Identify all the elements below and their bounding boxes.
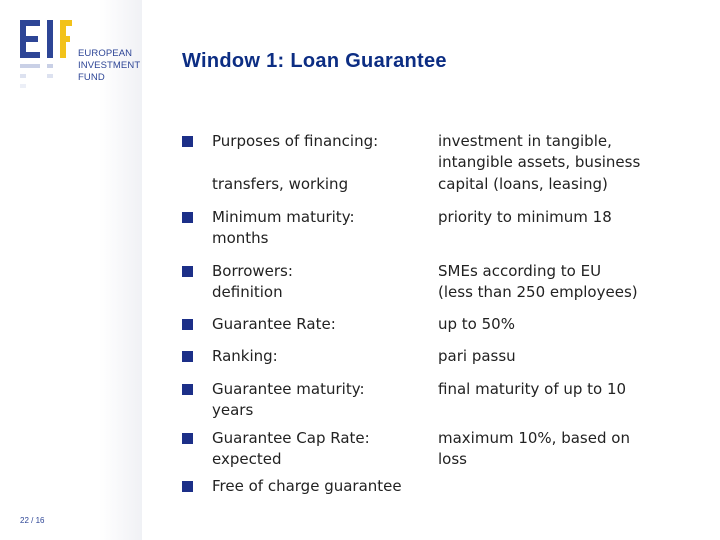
- page-number: 22 / 16: [20, 516, 45, 525]
- item-value: up to 50%: [438, 315, 515, 333]
- item-label: Guarantee Rate:: [212, 315, 336, 333]
- item-value: final maturity of up to 10: [438, 380, 627, 398]
- bullet-icon: [182, 384, 193, 395]
- item-value-cont: intangible assets, business: [438, 153, 641, 171]
- item-label: Guarantee maturity:: [212, 380, 365, 398]
- item-value-cont: (less than 250 employees): [438, 283, 638, 301]
- slide-title: Window 1: Loan Guarantee: [182, 50, 447, 72]
- item-label-cont: transfers, working: [212, 175, 349, 193]
- item-value: investment in tangible,: [438, 132, 612, 150]
- item-label-cont: expected: [212, 450, 282, 468]
- item-label: Purposes of financing:: [212, 132, 379, 150]
- item-label: Ranking:: [212, 347, 278, 365]
- bullet-icon: [182, 136, 193, 147]
- bullet-icon: [182, 351, 193, 362]
- item-label-cont: years: [212, 401, 254, 419]
- item-label: Guarantee Cap Rate:: [212, 429, 370, 447]
- bullet-icon: [182, 481, 193, 492]
- item-value: priority to minimum 18: [438, 208, 612, 226]
- item-label: Free of charge guarantee: [212, 477, 402, 495]
- item-label-cont: months: [212, 229, 269, 247]
- bullet-icon: [182, 212, 193, 223]
- logo-line-fund: FUND: [78, 72, 105, 83]
- bullet-icon: [182, 319, 193, 330]
- item-label: Borrowers:: [212, 262, 293, 280]
- item-value: pari passu: [438, 347, 516, 365]
- bullet-icon: [182, 266, 193, 277]
- item-value: SMEs according to EU: [438, 262, 602, 280]
- item-value: maximum 10%, based on: [438, 429, 630, 447]
- logo-line-european: EUROPEAN: [78, 48, 133, 59]
- item-value-cont: loss: [438, 450, 467, 468]
- bullet-icon: [182, 433, 193, 444]
- item-label-cont: definition: [212, 283, 283, 301]
- item-label: Minimum maturity:: [212, 208, 355, 226]
- item-value-cont: capital (loans, leasing): [438, 175, 608, 193]
- logo-line-investment: INVESTMENT: [78, 60, 141, 71]
